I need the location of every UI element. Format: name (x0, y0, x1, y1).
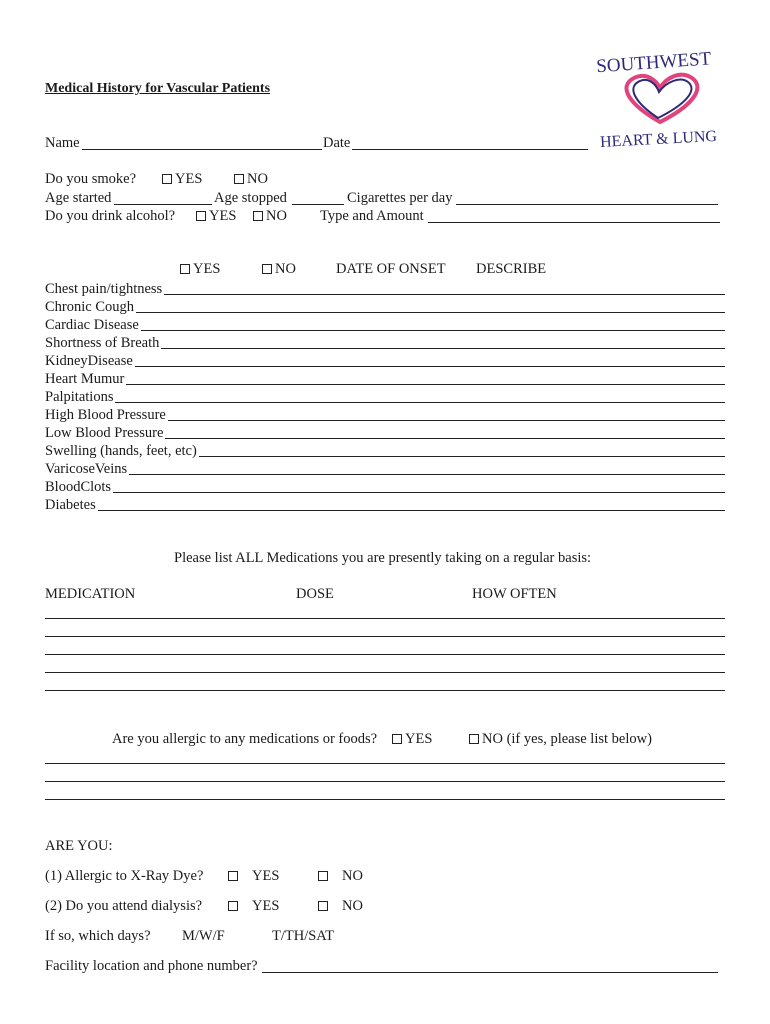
conditions-no-header (262, 262, 296, 277)
facility-field[interactable] (264, 958, 716, 972)
condition-response-field[interactable] (131, 461, 725, 475)
medication-line[interactable] (45, 636, 725, 637)
facility-underline (262, 972, 718, 973)
smoke-no-checkbox[interactable] (234, 174, 244, 184)
condition-row (45, 389, 725, 405)
alcohol-question: Do you drink alcohol? (45, 208, 176, 224)
condition-response-field[interactable] (163, 335, 725, 349)
allergy-no-option[interactable] (469, 732, 652, 747)
smoke-yes-label: YES (175, 171, 203, 187)
xray-dye-yes-checkbox[interactable] (228, 871, 238, 881)
header-yes-checkbox-icon (180, 264, 190, 274)
dialysis-yes-checkbox[interactable] (228, 901, 238, 911)
condition-label: Low Blood Pressure (45, 425, 164, 441)
age-stopped-field[interactable] (294, 190, 342, 204)
dialysis-no-label: NO (342, 898, 363, 914)
medication-line[interactable] (45, 672, 725, 673)
allergy-line[interactable] (45, 763, 725, 764)
date-underline (352, 149, 588, 150)
heart-icon (626, 75, 697, 122)
dialysis-yes-option[interactable] (228, 899, 279, 914)
smoke-yes-checkbox[interactable] (162, 174, 172, 184)
allergy-no-checkbox[interactable] (469, 734, 479, 744)
name-field[interactable] (84, 135, 320, 149)
type-amount-underline (428, 222, 720, 223)
condition-label: BloodClots (45, 479, 112, 495)
conditions-yes-header-label: YES (193, 261, 221, 277)
cigs-per-day-label: Cigarettes per day (347, 190, 453, 206)
type-amount-label: Type and Amount (320, 208, 424, 224)
type-amount-field[interactable] (430, 208, 718, 222)
condition-label: High Blood Pressure (45, 407, 166, 423)
xray-dye-yes-label: YES (252, 868, 280, 884)
condition-label: Chronic Cough (45, 299, 135, 315)
allergy-question: Are you allergic to any medications or foods? (112, 731, 378, 747)
which-days-label: If so, which days? (45, 928, 151, 944)
allergy-no-label: NO (if yes, please list below) (482, 731, 652, 747)
condition-label: Diabetes (45, 497, 96, 513)
xray-dye-no-checkbox[interactable] (318, 871, 328, 881)
days-mwf-option[interactable]: M/W/F (182, 928, 225, 944)
condition-response-field[interactable] (166, 281, 725, 295)
dialysis-yes-label: YES (252, 898, 280, 914)
condition-row (45, 299, 725, 315)
xray-dye-no-label: NO (342, 868, 363, 884)
southwest-heart-lung-logo (588, 40, 738, 150)
medication-column-header: MEDICATION (45, 586, 136, 602)
allergy-yes-label: YES (405, 731, 433, 747)
allergy-yes-checkbox[interactable] (392, 734, 402, 744)
facility-label: Facility location and phone number? (45, 958, 258, 974)
condition-row (45, 281, 725, 297)
days-tthsat-option[interactable]: T/TH/SAT (272, 928, 335, 944)
condition-label: Palpitations (45, 389, 114, 405)
age-started-underline (114, 204, 212, 205)
smoke-yes-option[interactable] (162, 172, 202, 187)
conditions-no-header-label: NO (275, 261, 296, 277)
condition-row (45, 353, 725, 369)
alcohol-yes-label: YES (209, 208, 237, 224)
medications-instruction: Please list ALL Medications you are presently taking on a regular basis: (174, 550, 592, 566)
condition-row (45, 497, 725, 513)
medication-line[interactable] (45, 654, 725, 655)
how-often-column-header: HOW OFTEN (472, 586, 557, 602)
condition-row (45, 317, 725, 333)
smoke-question: Do you smoke? (45, 171, 137, 187)
condition-response-field[interactable] (201, 443, 725, 457)
age-started-label: Age started (45, 190, 112, 206)
dose-column-header: DOSE (296, 586, 334, 602)
alcohol-yes-checkbox[interactable] (196, 211, 206, 221)
condition-response-field[interactable] (100, 497, 725, 511)
logo-graphic (588, 40, 738, 150)
alcohol-no-label: NO (266, 208, 287, 224)
condition-response-field[interactable] (128, 371, 725, 385)
smoke-no-option[interactable] (234, 172, 268, 187)
allergy-line[interactable] (45, 799, 725, 800)
alcohol-yes-option[interactable] (196, 209, 236, 224)
condition-label: KidneyDisease (45, 353, 133, 369)
cigs-per-day-field[interactable] (458, 190, 716, 204)
age-started-field[interactable] (116, 190, 210, 204)
condition-label: Heart Mumur (45, 371, 125, 387)
condition-row (45, 425, 725, 441)
dialysis-question: (2) Do you attend dialysis? (45, 898, 203, 914)
logo-line2: HEART & LUNG (599, 127, 718, 150)
condition-label: Shortness of Breath (45, 335, 160, 351)
condition-row (45, 461, 725, 477)
condition-response-field[interactable] (167, 425, 725, 439)
alcohol-no-checkbox[interactable] (253, 211, 263, 221)
describe-header: DESCRIBE (476, 261, 547, 277)
header-no-checkbox-icon (262, 264, 272, 274)
condition-response-field[interactable] (143, 317, 725, 331)
condition-response-field[interactable] (115, 479, 725, 493)
xray-dye-question: (1) Allergic to X-Ray Dye? (45, 868, 204, 884)
medication-line[interactable] (45, 690, 725, 691)
smoke-no-label: NO (247, 171, 268, 187)
xray-dye-no-option[interactable] (318, 869, 363, 884)
age-stopped-underline (292, 204, 344, 205)
condition-row (45, 443, 725, 459)
conditions-yes-header (180, 262, 220, 277)
allergy-yes-option[interactable] (392, 732, 432, 747)
name-label: Name (45, 135, 80, 151)
condition-row (45, 335, 725, 351)
are-you-heading: ARE YOU: (45, 838, 113, 854)
cigs-per-day-underline (456, 204, 718, 205)
date-field[interactable] (354, 135, 586, 149)
condition-response-field[interactable] (138, 299, 725, 313)
condition-response-field[interactable] (170, 407, 725, 421)
dialysis-no-checkbox[interactable] (318, 901, 328, 911)
age-stopped-label: Age stopped (214, 190, 287, 206)
date-of-onset-header: DATE OF ONSET (336, 261, 446, 277)
dialysis-no-option[interactable] (318, 899, 363, 914)
alcohol-no-option[interactable] (253, 209, 287, 224)
name-underline (82, 149, 322, 150)
allergy-line[interactable] (45, 781, 725, 782)
logo-line1: SOUTHWEST (595, 48, 712, 78)
medication-line[interactable] (45, 618, 725, 619)
condition-response-field[interactable] (117, 389, 725, 403)
condition-row (45, 371, 725, 387)
condition-label: VaricoseVeins (45, 461, 128, 477)
condition-row (45, 479, 725, 495)
xray-dye-yes-option[interactable] (228, 869, 279, 884)
condition-label: Cardiac Disease (45, 317, 139, 333)
condition-label: Swelling (hands, feet, etc) (45, 443, 197, 459)
condition-label: Chest pain/tightness (45, 281, 163, 297)
condition-response-field[interactable] (137, 353, 725, 367)
condition-row (45, 407, 725, 423)
date-label: Date (323, 135, 351, 151)
form-title: Medical History for Vascular Patients (45, 81, 271, 96)
